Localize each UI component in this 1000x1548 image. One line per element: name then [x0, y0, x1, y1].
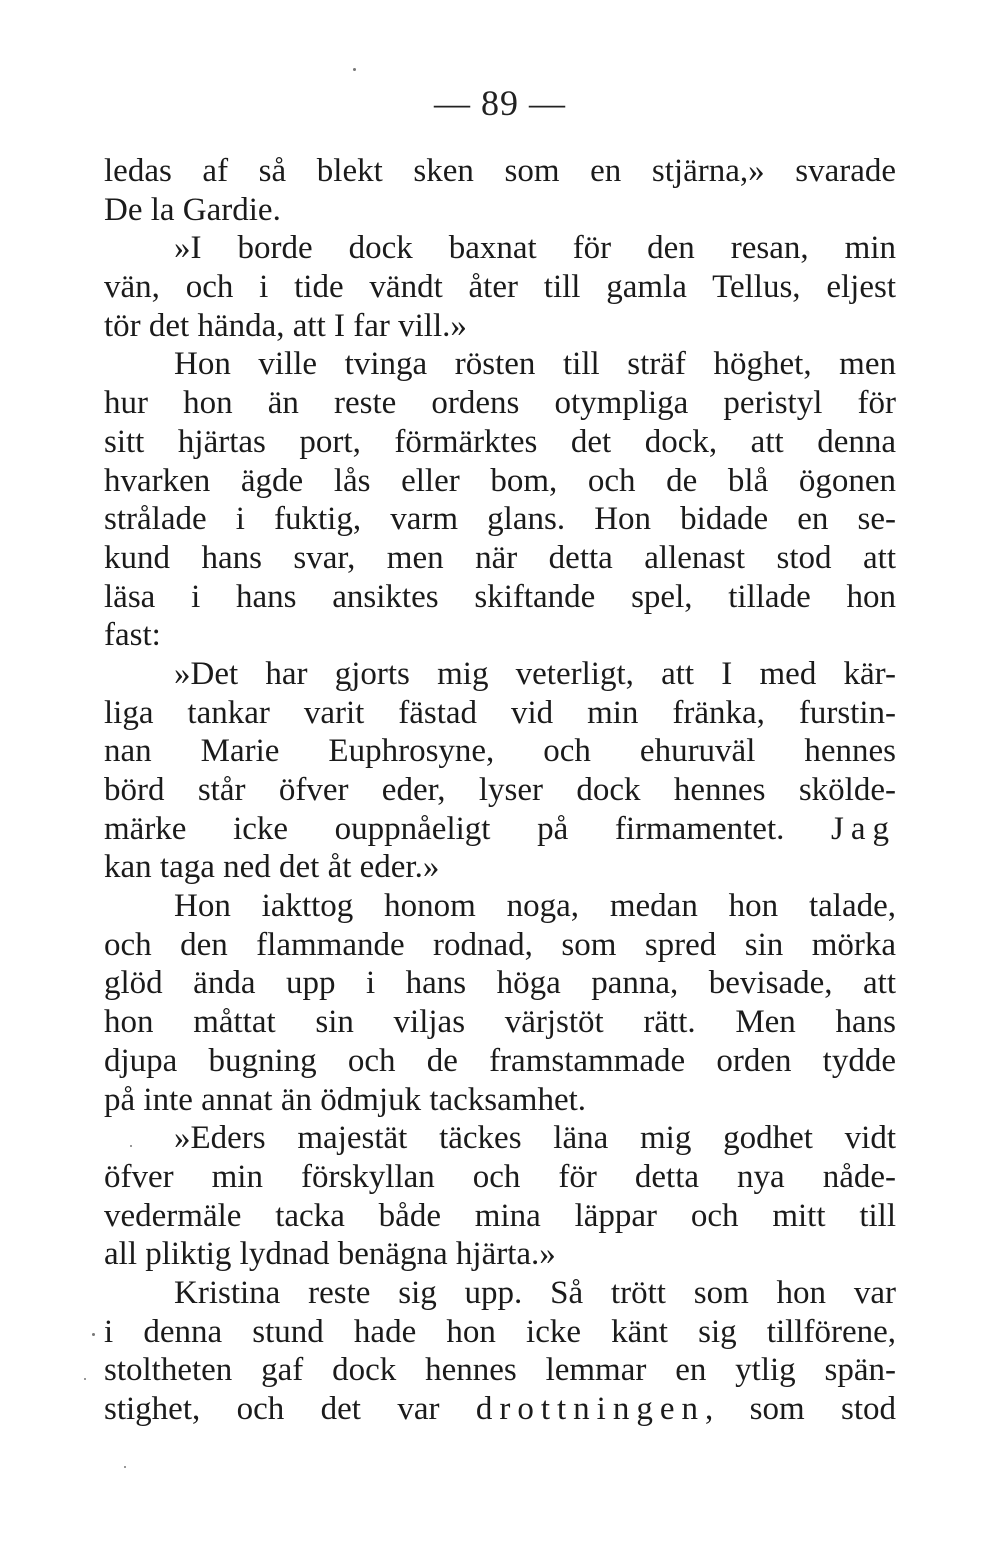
text-line: vedermäle tacka både mina läppar och mitt till — [104, 1197, 896, 1234]
text-line: nan Marie Euphrosyne, och ehuruväl hennes — [104, 733, 896, 770]
text-line: ledas af så blekt sken som en stjärna,» svarade — [104, 153, 896, 189]
text-line: strålade i fuktig, varm glans. Hon bidade en se- — [104, 501, 896, 538]
page-number: — 89 — — [434, 83, 566, 123]
scan-speck — [92, 1333, 95, 1336]
text-line-start: märke icke ouppnåeligt på firmamentet. — [104, 810, 785, 847]
scan-speck — [124, 1466, 126, 1468]
text-line: all pliktig lydnad benägna hjärta.» — [104, 1236, 556, 1273]
text-line: läsa i hans ansiktes skiftande spel, tillade hon — [104, 578, 896, 615]
text-line: stoltheten gaf dock hennes lemmar en ytlig spän- — [104, 1352, 896, 1389]
text-line: Kristina reste sig upp. Så trött som hon var — [174, 1274, 896, 1311]
text-line-start: stighet, och det var — [104, 1391, 440, 1427]
scan-speck — [353, 68, 356, 71]
text-line: tör det hända, att I far vill.» — [104, 307, 467, 344]
text-line: och den flammande rodnad, som spred sin mörka — [104, 926, 896, 963]
body-text — [104, 152, 896, 1429]
text-line: kan taga ned det åt eder.» — [104, 849, 440, 886]
text-line: öfver min förskyllan och för detta nya nåde- — [104, 1158, 896, 1195]
text-line-with-emphasis — [104, 810, 896, 849]
text-line: djupa bugning och de framstammade orden tydde — [104, 1042, 896, 1079]
text-line: vän, och i tide vändt åter till gamla Tellus, eljest — [104, 269, 896, 306]
text-line: »Eders majestät täckes läna mig godhet vidt — [174, 1120, 896, 1157]
text-line: liga tankar varit fästad vid min fränka, furstin- — [104, 694, 896, 731]
text-line-end: , som stod — [704, 1391, 896, 1427]
text-line: Hon iakttog honom noga, medan hon talade, — [174, 888, 896, 925]
text-line: »I borde dock baxnat för den resan, min — [174, 230, 896, 267]
text-line: i denna stund hade hon icke känt sig tillförene, — [104, 1313, 896, 1350]
text-line: kund hans svar, men när detta allenast stod att — [104, 539, 896, 576]
scan-speck — [130, 1145, 132, 1147]
text-line: börd står öfver eder, lyser dock hennes skölde- — [104, 772, 896, 808]
scan-speck — [84, 1378, 86, 1380]
text-line: hvarken ägde lås eller bom, och de blå ögonen — [104, 462, 896, 499]
text-line-with-spaced-word — [104, 1390, 896, 1429]
text-line: Hon ville tvinga rösten till sträf höghet, men — [174, 346, 896, 383]
emphasized-word: Jag — [831, 810, 896, 847]
text-line: hon måttat sin viljas värjstöt rätt. Men hans — [104, 1004, 896, 1041]
text-line: glöd ända upp i hans höga panna, bevisade, att — [104, 965, 896, 1002]
text-line: »Det har gjorts mig veterligt, att I med kär- — [174, 655, 896, 692]
text-line: hur hon än reste ordens otympliga peristyl för — [104, 385, 896, 422]
spaced-word: drottningen — [475, 1391, 705, 1427]
text-line: De la Gardie. — [104, 191, 281, 228]
text-line: fast: — [104, 617, 161, 654]
text-line: sitt hjärtas port, förmärktes det dock, att denna — [104, 423, 896, 460]
text-line: på inte annat än ödmjuk tacksamhet. — [104, 1081, 587, 1118]
